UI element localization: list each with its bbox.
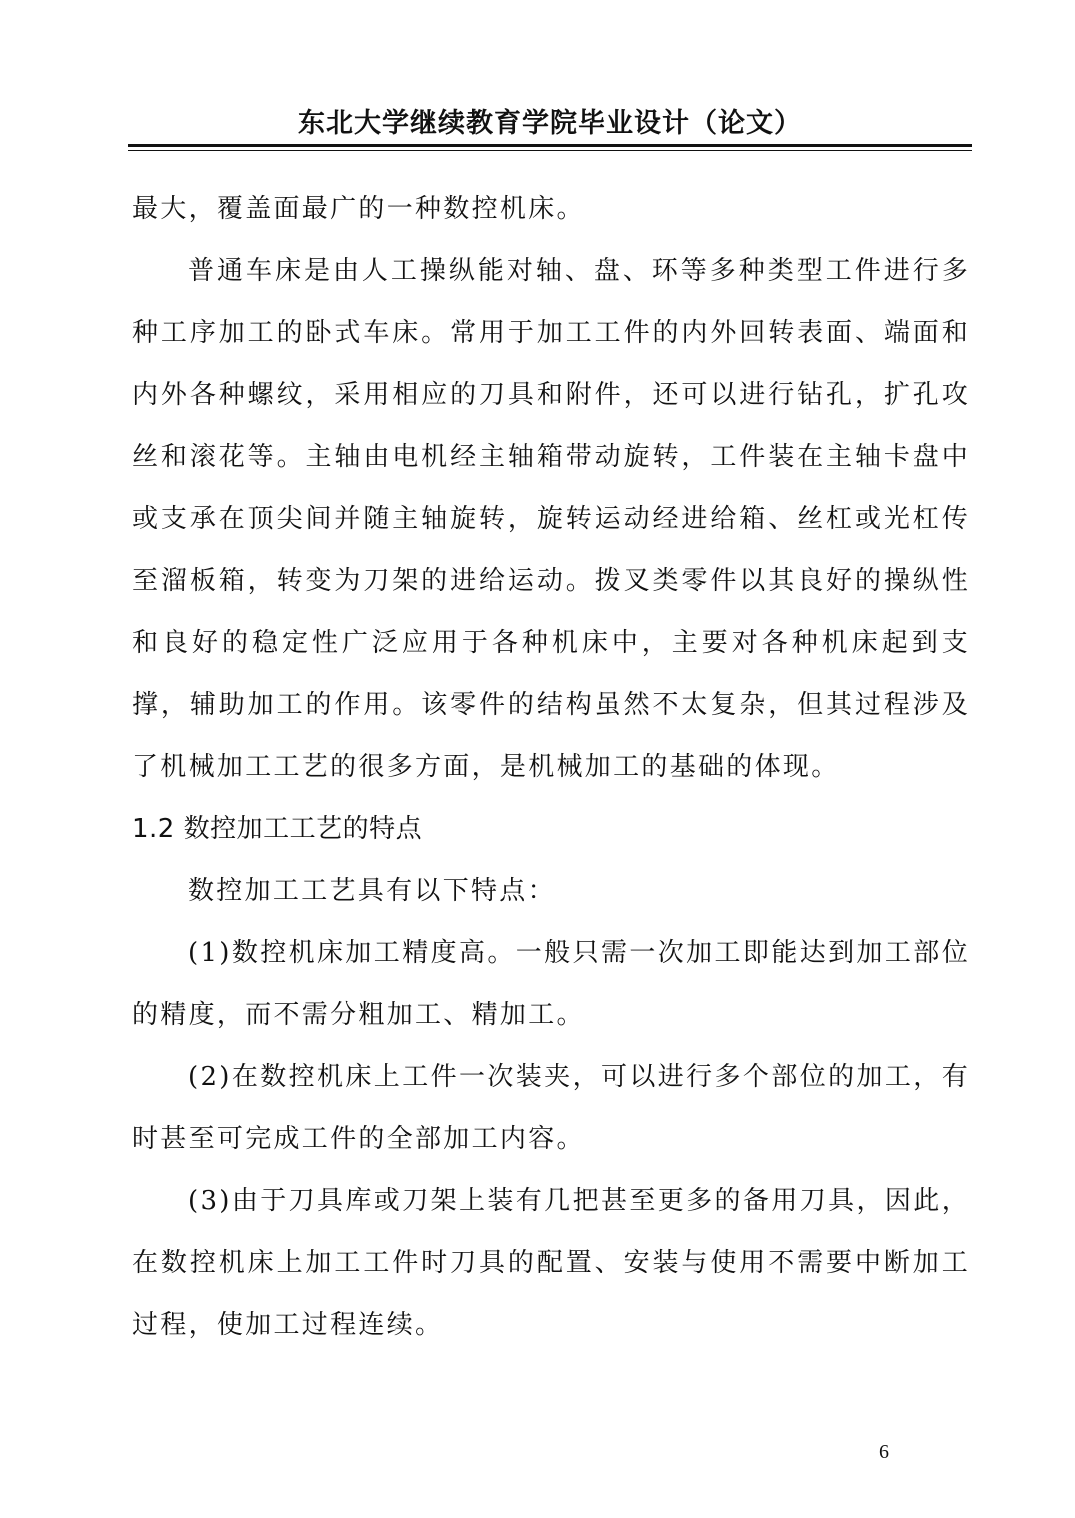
section-heading: 1.2 数控加工工艺的特点 bbox=[132, 814, 423, 844]
paragraph-features-intro: 数控加工工艺具有以下特点： bbox=[188, 876, 556, 906]
paragraph-feature-1: (1)数控机床加工精度高。一般只需一次加工即能达到加工部位的精度，而不需分粗加工、精加工。 bbox=[132, 938, 970, 1030]
paragraph-lathe-description: 普通车床是由人工操纵能对轴、盘、环等多种类型工件进行多种工序加工的卧式车床。常用于加工工件的内外回转表面、端面和内外各种螺纹，采用相应的刀具和附件，还可以进行钻孔，扩孔攻丝和滚花等。主轴由电机经主轴箱带动旋转，工件装在主轴卡盘中或支承在顶尖间并随主轴旋转，旋转运动经进给箱、丝杠或光杠传至溜板箱，转变为刀架的进给运动。拨叉类零件以其良好的操纵性和良好的稳定性广泛应用于各种机床中，主要对各种机床起到支撑，辅助加工的作用。该零件的结构虽然不太复杂，但其过程涉及了机械加工工艺的很多方面，是机械加工的基础的体现。 bbox=[132, 256, 970, 782]
header-rule-thin bbox=[128, 150, 972, 151]
page-number: 6 bbox=[879, 1441, 889, 1463]
header-rule-thick bbox=[128, 144, 972, 147]
paragraph-feature-3: (3)由于刀具库或刀架上装有几把甚至更多的备用刀具，因此，在数控机床上加工工件时刀具的配置、安装与使用不需要中断加工过程，使加工过程连续。 bbox=[132, 1186, 970, 1340]
page-header-title: 东北大学继续教育学院毕业设计（论文） bbox=[298, 108, 802, 139]
paragraph-feature-2: (2)在数控机床上工件一次装夹，可以进行多个部位的加工，有时甚至可完成工件的全部加工内容。 bbox=[132, 1062, 970, 1154]
body-text bbox=[132, 178, 970, 1356]
paragraph-continuation: 最大，覆盖面最广的一种数控机床。 bbox=[132, 194, 585, 224]
